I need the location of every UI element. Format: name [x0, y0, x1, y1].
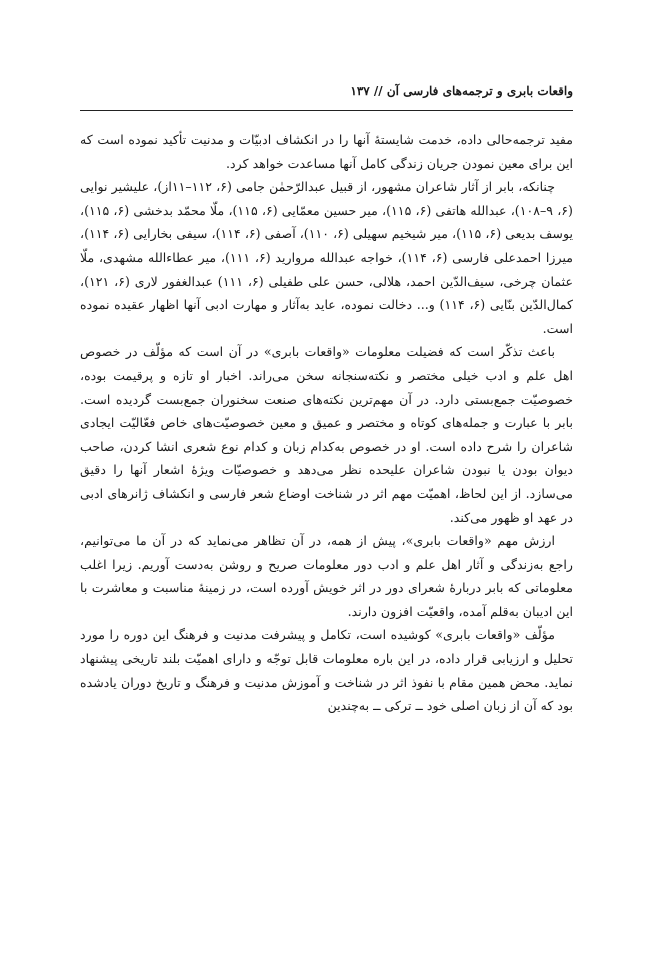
- paragraph-3: باعث تذکّر است که فضیلت معلومات «واقعات بابری» در آن است که مؤلّف در خصوص اهل علم و ادب خیلی مختصر و نکته‌سنجانه سخن می‌راند. اخبار او تازه و پرقیمت بوده، خصوصیّت جمع‌بستی دارد. در آن مهم‌ترین نکته‌های صنعت سخنوران جمع‌بست گردیده است. بابر با عبارت و جمله‌های کوتاه و مختصر و عمیق و معین خصوصیّت‌های خاص فعّالیّت ایجادی شاعران را شرح داده است. او در خصوص به‌کدام زبان و کدام نوع شعری انشا کردن، صاحب دیوان بودن یا نبودن شاعران علیحده نظر می‌دهد و خصوصیّات ویژهٔ اشعار آنها را دقیق می‌سازد. از این لحاظ، اهمیّت مهم اثر در شناخت اوضاع شعر فارسی و انکشاف ژانرهای ادبی در عهد او ظهور می‌کند.: [80, 344, 573, 525]
- running-title: واقعات بابری و ترجمه‌های فارسی آن // ۱۳۷: [350, 84, 573, 98]
- body-text: [80, 128, 573, 718]
- paragraph-1: مفید ترجمه‌حالی داده، خدمت شایستهٔ آنها را در انکشاف ادبیّات و مدنیت تأکید نموده است که این برای معین نمودن جریان زندگی کامل آنها مساعدت خواهد کرد.: [80, 132, 573, 171]
- paragraph-2: چنانکه، بابر از آثار شاعران مشهور، از قبیل عبدالرّحمٰن جامی (۶، ۱۱۲–۱۱از)، علیشیر نوایی (۶، ۹–۱۰۸)، عبدالله هاتفی (۶، ۱۱۵)، میر حسین معمّایی (۶، ۱۱۵)، ملّا محمّد بدخشی (۶، ۱۱۵)، یوسف بدیعی (۶، ۱۱۵)، میر شیخیم سهیلی (۶، ۱۱۰)، آصفی (۶، ۱۱۴)، سیفی بخارایی (۶، ۱۱۴)، میرزا احمدعلی فارسی (۶، ۱۱۴)، خواجه عبدالله مروارید (۶، ۱۱۱)، میر عطاءالله مشهدی، ملّا عثمان چرخی، سیف‌الدّین احمد، هلالی، حسن علی طفیلی (۶، ۱۱۱) عبدالغفور لاری (۶، ۱۲۱)، کمال‌الدّین بنّایی (۶، ۱۱۴) و... دخالت نموده، عاید به‌آثار و مهارت ادبی آنها اظهار عقیده نموده است.: [80, 179, 573, 336]
- running-header: [80, 84, 573, 106]
- header-divider: [80, 110, 573, 111]
- paragraph-5: مؤلّف «واقعات بابری» کوشیده است، تکامل و پیشرفت مدنیت و فرهنگ این دوره را مورد تحلیل و ارزیابی قرار داده، در این باره معلومات قابل توجّه و دارای اهمیّت بلند تاریخی پیشنهاد نماید. محض همین مقام با نفوذ اثر در شناخت و آموزش مدنیت و فرهنگ و تاریخ دوران یادشده بود که آن از زبان اصلی خود ــ ترکی ــ به‌چندین: [80, 627, 573, 714]
- paragraph-4: ارزش مهم «واقعات بابری»، پیش از همه، در آن تظاهر می‌نماید که در آن ما می‌توانیم، راجع به‌زندگی و آثار اهل علم و ادب دور معلومات صریح و روشن به‌دست آوریم. زیرا اغلب معلوماتی که بابر دربارهٔ شعرای دور در اثر خویش آورده است، در زمینهٔ مناسبت و معاشرت با این ادیبان به‌قلم آمده، واقعیّت افزون دارند.: [80, 533, 573, 619]
